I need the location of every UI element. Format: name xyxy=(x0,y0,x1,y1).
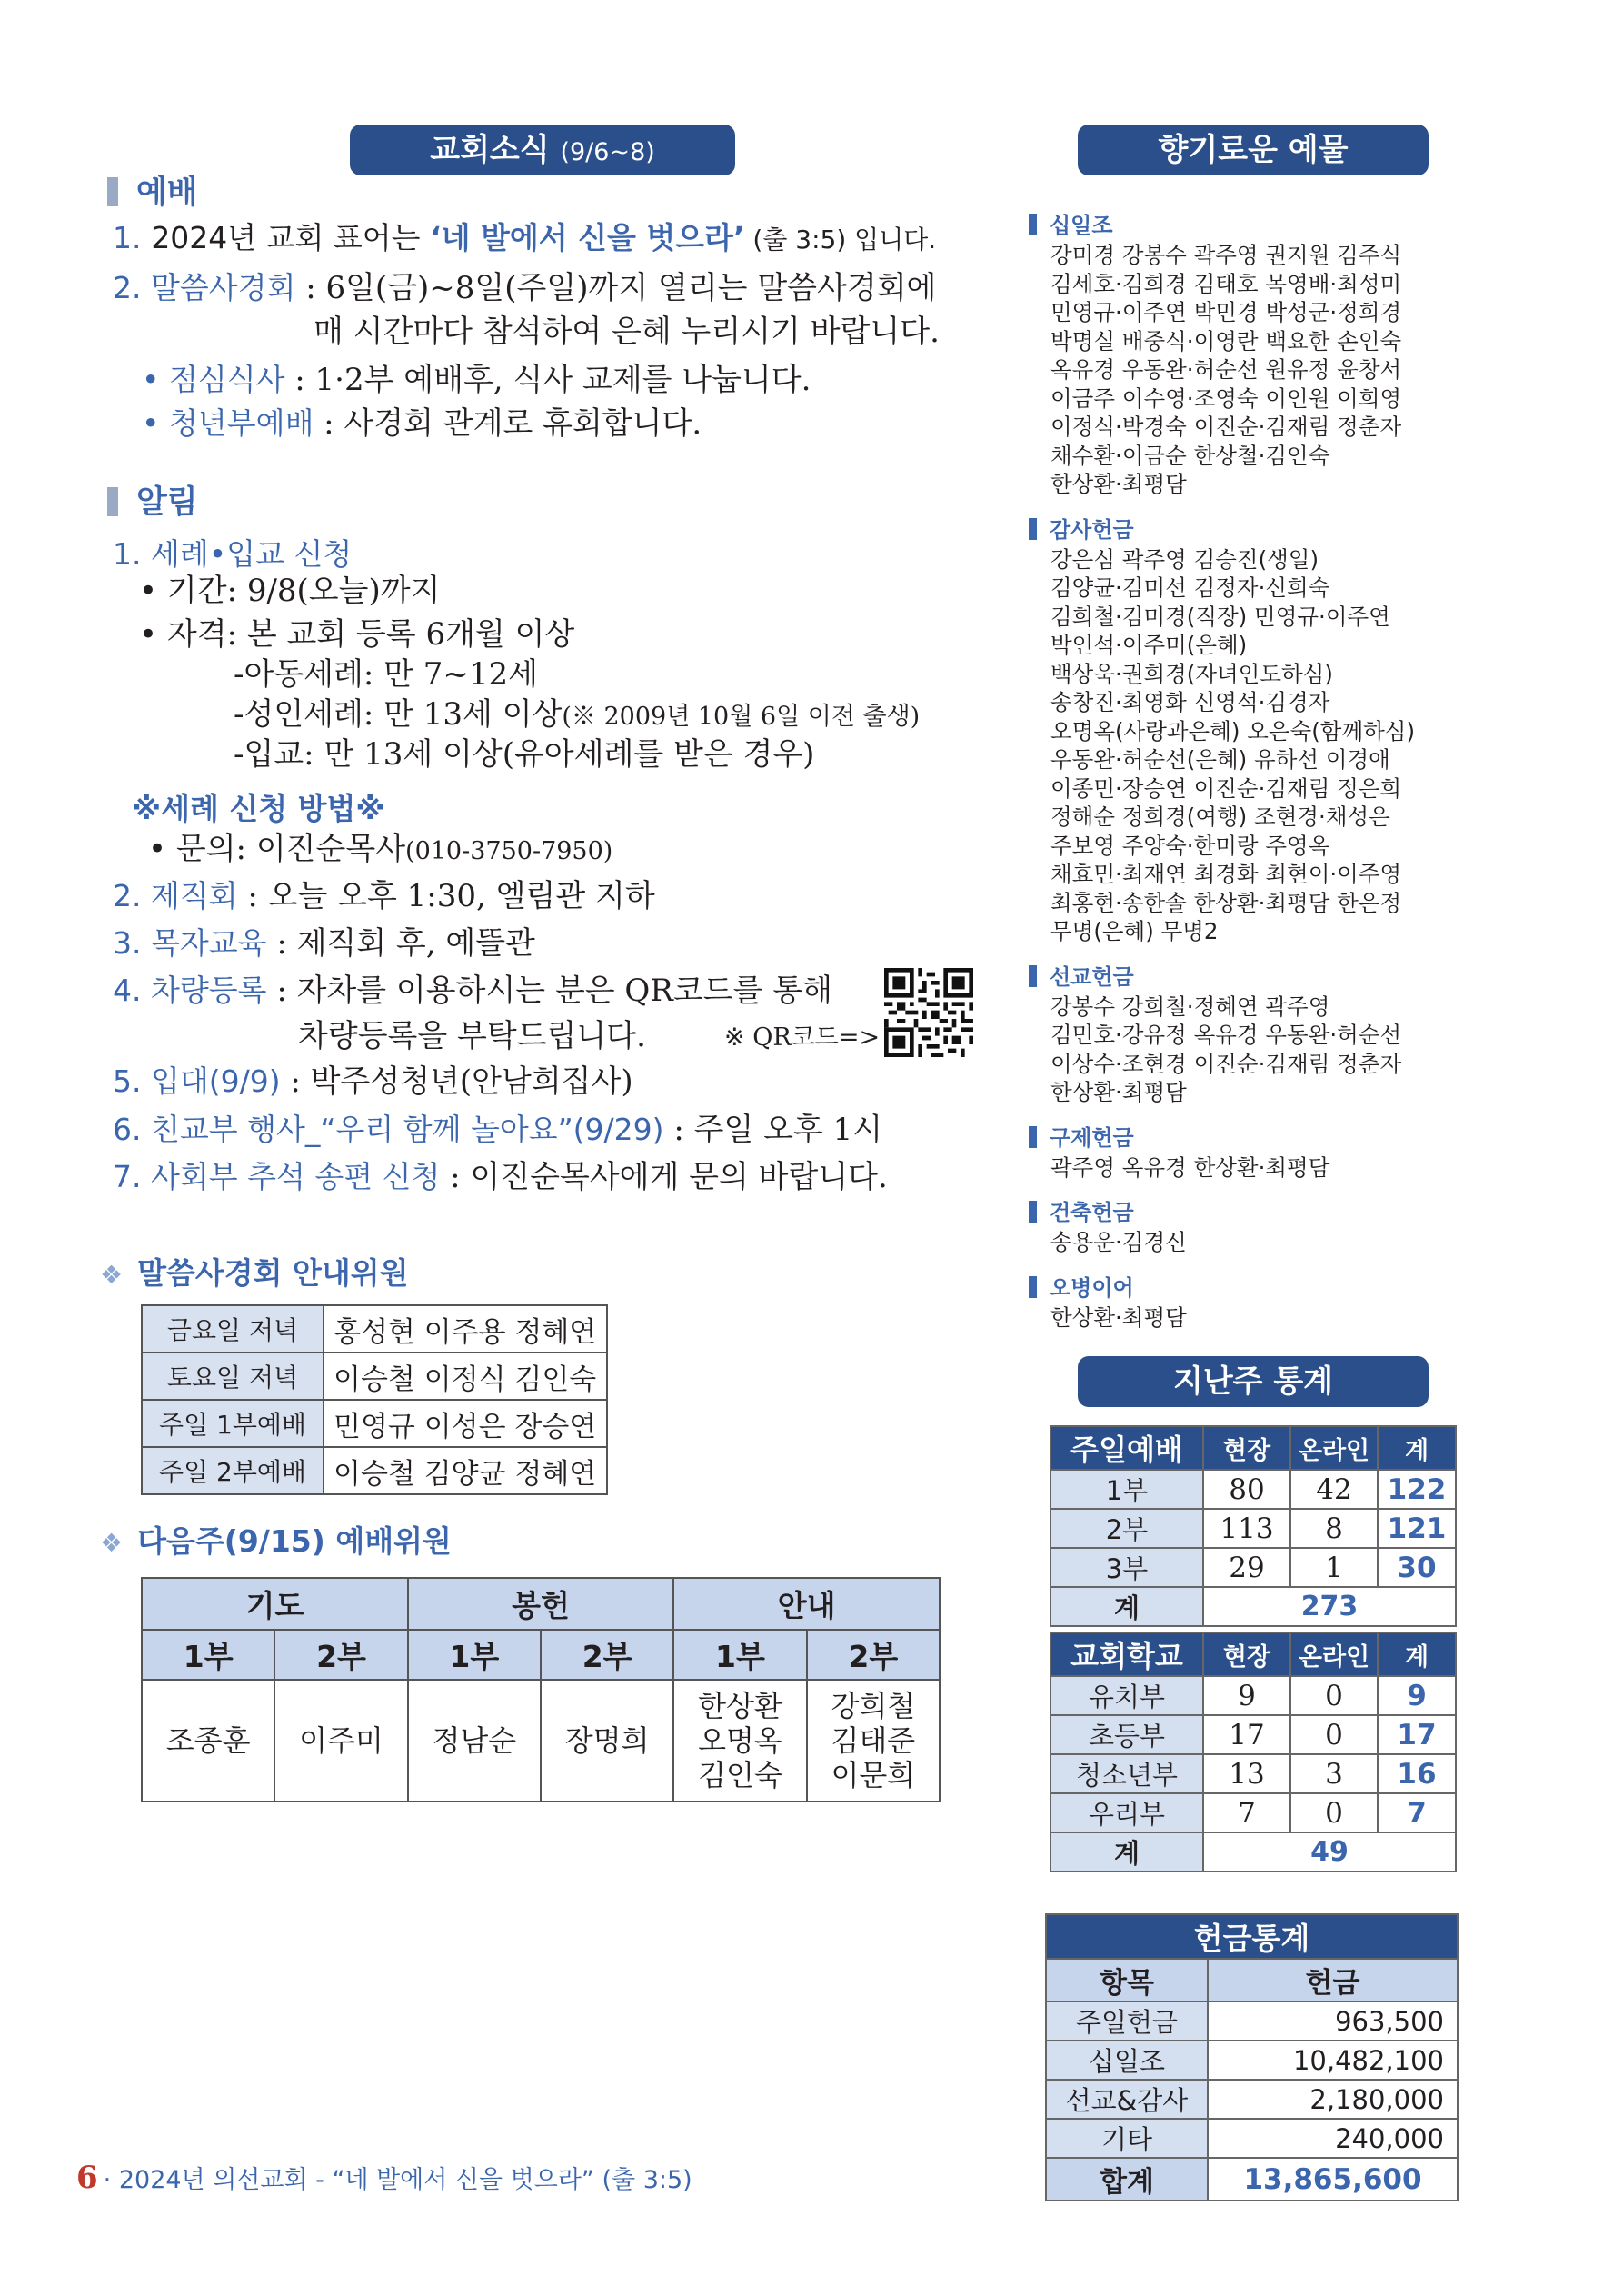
qr-note: ※ QR코드=> xyxy=(724,1023,881,1052)
baptism-label: 1. 세례•입교 신청 xyxy=(113,536,353,572)
page-number: 6 xyxy=(76,2160,98,2196)
offering-group-relief: 구제헌금 곽주영 옥유경 한상환·최평담 xyxy=(1029,1120,1501,1183)
table-row: 계 49 xyxy=(1050,1832,1456,1872)
notice-item-4-line2: 차량등록을 부탁드립니다. xyxy=(298,1018,646,1054)
baptism-method: ※세례 신청 방법※ xyxy=(132,791,385,826)
qr-code-icon[interactable] xyxy=(884,968,973,1057)
table-row: 초등부 17 0 17 xyxy=(1050,1715,1456,1754)
notice-item-6: 6. 친교부 행사_“우리 함께 놀아요”(9/29) : 주일 오후 1시 xyxy=(113,1112,883,1148)
table-row: 선교&감사 2,180,000 xyxy=(1046,2080,1458,2119)
news-dates: (9/6~8) xyxy=(560,138,655,166)
news-title: 교회소식 xyxy=(430,132,550,168)
next-week-table: 기도 봉헌 안내 1부 2부 1부 2부 1부 2부 조종훈 이주미 정남순 장명희 한상환 오명옥 김인숙 강희철 김태준 이문희 xyxy=(141,1577,941,1802)
worship-stats-table: 주일예배 현장 온라인 계 1부 80 42 122 2부 113 8 121 3부 29 1 30 계 273 xyxy=(1050,1425,1457,1627)
table-row: 주일 1부예배 민영규 이성은 장승연 xyxy=(142,1400,607,1447)
table-row: 유치부 9 0 9 xyxy=(1050,1676,1456,1715)
stats-header: 지난주 통계 xyxy=(1078,1356,1429,1407)
diamond-bullet-icon: ❖ xyxy=(100,1528,124,1558)
baptism-qual: • 자격: 본 교회 등록 6개월 이상 xyxy=(139,616,575,653)
offering-group-fivebread: 오병이어 한상환·최평담 xyxy=(1029,1270,1501,1333)
notice-item-3: 3. 목자교육 : 제직회 후, 예뜰관 xyxy=(113,925,535,962)
table-row: 우리부 7 0 7 xyxy=(1050,1793,1456,1832)
worship-item-2-line2: 매 시간마다 참석하여 은혜 누리시기 바랍니다. xyxy=(314,314,940,350)
table-row: 금요일 저녁 홍성현 이주용 정혜연 xyxy=(142,1305,607,1353)
notice-item-2: 2. 제직회 : 오늘 오후 1:30, 엘림관 지하 xyxy=(113,878,655,914)
baptism-confirm: -입교: 만 13세 이상(유아세례를 받은 경우) xyxy=(234,736,815,773)
table-row: 계 273 xyxy=(1050,1587,1456,1626)
baptism-period: • 기간: 9/8(오늘)까지 xyxy=(139,573,441,609)
next-week-heading: ❖ 다음주(9/15) 예배위원 xyxy=(100,1523,452,1559)
notice-heading: 알림 xyxy=(107,477,198,523)
committee-heading: ❖ 말씀사경회 안내위원 xyxy=(100,1255,409,1291)
money-stats-table: 헌금통계 항목 헌금 주일헌금 963,500 십일조 10,482,100 선교&감사 2,180,000 기타 240,000 합계 13,865,600 xyxy=(1045,1913,1459,2201)
table-row: 합계 13,865,600 xyxy=(1046,2158,1458,2201)
notice-item-4: 4. 차량등록 : 자차를 이용하시는 분은 QR코드를 통해 xyxy=(113,973,832,1009)
committee-table xyxy=(141,1304,608,1495)
offering-group-thanks: 감사헌금 강은심 곽주영 김승진(생일) 김양균·김미선 김정자·신희숙 김희철·김미경(직장) 민영규·이주연 박인석·이주미(은혜) 백상욱·권희경(자녀인도하심) 송창진·최영화 신영석·김경자 오명옥(사랑과은혜) 오은숙(함께하심) 우동완·허순선(은혜) 유하선 이경애 이종민·장승연 이진순·김재림 정은희 정해순 정희경(여행) 조현경·채성은 주보영 주양숙·한미랑 주영옥 채효민·최재연 최경화 최현이·이주영 최홍현·송한솔 한상환·최평담 한은정 무명(은혜) 무명2 xyxy=(1029,512,1501,946)
worship-item-1: 1. 2024년 교회 표어는 ‘네 발에서 신을 벗으라’ (출 3:5) 입니다. xyxy=(113,220,937,255)
diamond-bullet-icon: ❖ xyxy=(100,1260,124,1290)
notice-item-7: 7. 사회부 추석 송편 신청 : 이진순목사에게 문의 바랍니다. xyxy=(113,1159,888,1195)
table-row: 2부 113 8 121 xyxy=(1050,1509,1456,1548)
worship-heading: 예배 xyxy=(107,167,198,213)
table-row: 십일조 10,482,100 xyxy=(1046,2041,1458,2080)
worship-item-2: 2. 말씀사경회 : 6일(금)~8일(주일)까지 열리는 말씀사경회에 xyxy=(113,270,937,306)
offering-group-tithe: 십일조 강미경 강봉수 곽주영 권지원 김주식 김세호·김희경 김태호 목영배·최성미 민영규·이주연 박민경 박성군·정희경 박명실 배중식·이영란 백요한 손인숙 옥유경 우동완·허순선 원유정 윤창서 이금주 이수영·조영숙 이인원 이희영 이정식·박경숙 이진순·김재림 정춘자 채수환·이금순 한상철·김인숙 한상환·최평담 xyxy=(1029,207,1501,499)
table-row: 기타 240,000 xyxy=(1046,2119,1458,2158)
offerings-list xyxy=(1029,207,1501,1344)
motto: ‘네 발에서 신을 벗으라’ xyxy=(430,220,745,255)
table-row: 청소년부 13 3 16 xyxy=(1050,1754,1456,1793)
worship-bullet-youth: • 청년부예배 : 사경회 관계로 휴회합니다. xyxy=(142,405,702,442)
page-footer: 6 · 2024년 의선교회 - “네 발에서 신을 벗으라” (출 3:5) xyxy=(76,2160,692,2196)
table-row: 토요일 저녁 이승철 이정식 김인숙 xyxy=(142,1353,607,1400)
table-row: 주일헌금 963,500 xyxy=(1046,2002,1458,2041)
offering-group-building: 건축헌금 송용운·김경신 xyxy=(1029,1194,1501,1257)
offerings-header: 향기로운 예물 xyxy=(1078,125,1429,175)
table-row: 3부 29 1 30 xyxy=(1050,1548,1456,1587)
table-row: 주일 2부예배 이승철 김양균 정혜연 xyxy=(142,1447,607,1494)
baptism-adult: -성인세례: 만 13세 이상(※ 2009년 10월 6일 이전 출생) xyxy=(234,696,921,733)
notice-item-5: 5. 입대(9/9) : 박주성청년(안남희집사) xyxy=(113,1063,633,1100)
offering-group-mission: 선교헌금 강봉수 강희철·정혜연 곽주영 김민호·강유정 옥유경 우동완·허순선 이상수·조현경 이진순·김재림 정춘자 한상환·최평담 xyxy=(1029,959,1501,1107)
news-header xyxy=(350,125,735,175)
worship-bullet-lunch: • 점심식사 : 1·2부 예배후, 식사 교제를 나눕니다. xyxy=(142,362,812,398)
school-stats-table: 교회학교 현장 온라인 계 유치부 9 0 9 초등부 17 0 17 청소년부 13 3 16 우리부 7 0 7 계 49 xyxy=(1050,1632,1457,1872)
table-row: 1부 80 42 122 xyxy=(1050,1470,1456,1509)
baptism-infant: -아동세례: 만 7~12세 xyxy=(234,656,539,693)
baptism-inquiry: • 문의: 이진순목사(010-3750-7950) xyxy=(148,831,613,867)
